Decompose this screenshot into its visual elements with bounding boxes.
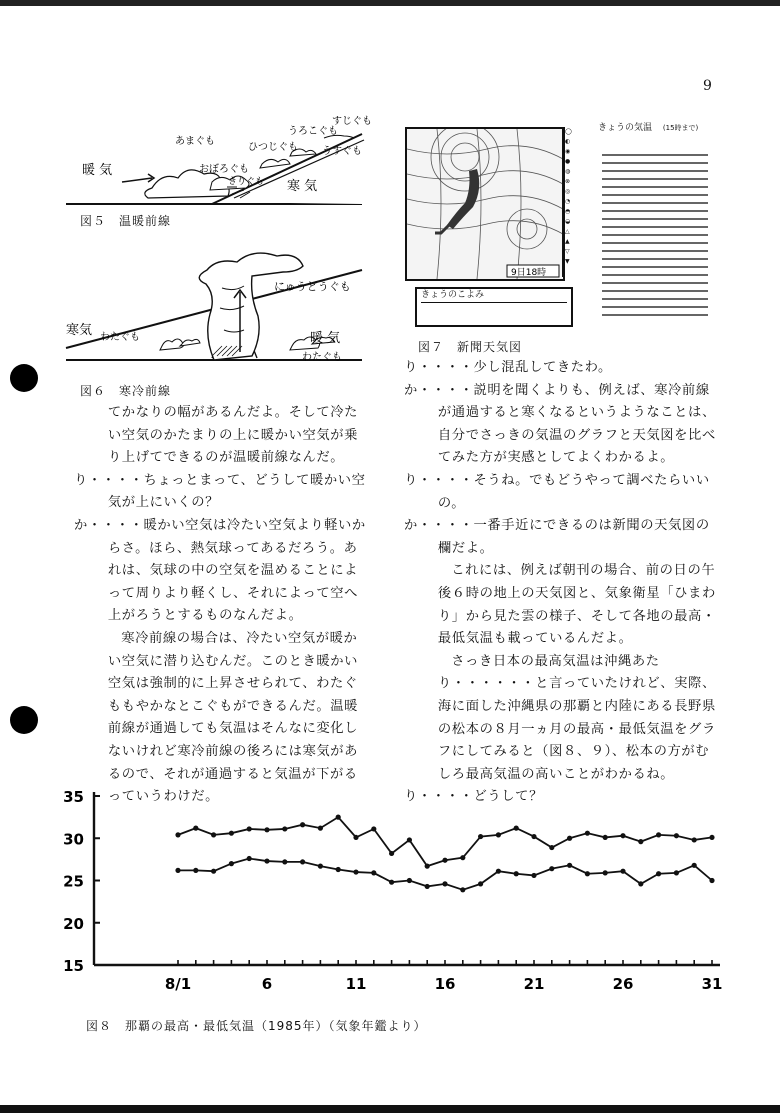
max-temp-point <box>603 835 608 840</box>
bottom-scan-edge <box>0 1105 780 1113</box>
map-time-label: 9日18時 <box>511 268 547 278</box>
x-tick-label: 6 <box>261 975 273 993</box>
left-paragraph-2: り・・・・ちょっとまって、どうして暖かい空気が上にいくの？ <box>74 472 366 511</box>
max-temp-point <box>282 826 287 831</box>
min-temp-point <box>674 870 679 875</box>
min-temp-point <box>371 870 376 875</box>
temp-table-note: (15時まで) <box>662 124 699 132</box>
temperature-table <box>598 120 716 325</box>
right-paragraph-4: か・・・・一番手近にできるのは新聞の天気図の欄だよ。 <box>404 518 710 556</box>
max-temp-point <box>336 815 341 820</box>
max-temp-point <box>549 845 554 850</box>
max-temp-point <box>300 822 305 827</box>
min-temp-point <box>353 869 358 874</box>
min-temp-point <box>211 869 216 874</box>
hitsujigumo-label: ひつじぐも <box>248 142 298 153</box>
max-temp-point <box>567 836 572 841</box>
fig6-caption: 図６ 寒冷前線 <box>80 384 172 398</box>
min-temp-point <box>193 868 198 873</box>
legend-symbols: ◯ ◐ ◉ ● ◍ ⊗ ◎ ◔ ◓ ◒ △ ▲ ▽ ▼ <box>562 127 592 277</box>
min-temp-point <box>229 861 234 866</box>
watagumo-left-label: わたぐも <box>100 332 140 343</box>
warm-air-label: 暖 気 <box>82 163 113 178</box>
cold-air-label: 寒 気 <box>287 179 318 194</box>
max-temp-point <box>407 837 412 842</box>
min-temp-point <box>336 867 341 872</box>
max-temp-point <box>460 855 465 860</box>
x-tick-label: 26 <box>612 975 634 993</box>
min-temp-point <box>531 873 536 878</box>
max-temp-point <box>264 827 269 832</box>
max-temp-point <box>175 832 180 837</box>
max-temp-point <box>514 826 519 831</box>
max-temp-point <box>674 833 679 838</box>
min-temp-point <box>389 880 394 885</box>
max-temp-point <box>478 834 483 839</box>
weather-legend <box>562 127 592 277</box>
binder-hole-mark-top <box>10 364 38 392</box>
left-paragraph-4: 寒冷前線の場合は、冷たい空気が暖かい空気に潜り込むんだ。このとき暖かい空気は強制的に上昇させられて、わたぐももやかなとこぐもができるんだ。温暖前線が通過しても気温はそんなに変化しないけれど寒冷前線の後ろには寒気があるので、それが通過すると気温が下がるっていうわけだ。 <box>107 630 359 805</box>
min-temp-point <box>282 859 287 864</box>
almanac-box <box>415 287 573 327</box>
max-temp-point <box>531 834 536 839</box>
max-temp-point <box>638 839 643 844</box>
right-paragraph-7: り・・・・どうして？ <box>404 789 543 805</box>
weather-map <box>405 127 565 281</box>
max-temp-point <box>211 832 216 837</box>
min-temp-point <box>478 881 483 886</box>
min-temp-point <box>175 868 180 873</box>
cold-front-diagram <box>62 248 382 368</box>
amagumo-label: あまぐも <box>175 136 215 147</box>
right-paragraph-3: り・・・・そうね。でもどうやって調べたらいいの。 <box>404 472 710 511</box>
min-temp-point <box>656 871 661 876</box>
min-temp-point <box>692 863 697 868</box>
fig8-caption: 図８ 那覇の最高・最低気温（1985年）（気象年鑑より） <box>86 1019 427 1033</box>
min-temp-point <box>549 866 554 871</box>
min-temp-point <box>460 887 465 892</box>
right-paragraph-6: さっき日本の最高気温は沖縄あたり・・・・・・と言っていたけれど、実際、海に面した沖縄県の那覇と内陸にある長野県の松本の８月一ヵ月の最高・最低気温をグラフにしてみると（図８、９）、松本の方がむしろ最高気温の高いことがわかるね。 <box>437 653 716 782</box>
min-temp-point <box>514 871 519 876</box>
min-temp-point <box>567 863 572 868</box>
min-temp-point <box>300 859 305 864</box>
warm-front-diagram <box>62 112 372 212</box>
x-tick-label: 16 <box>434 975 456 993</box>
min-temp-point <box>709 878 714 883</box>
max-temp-point <box>442 858 447 863</box>
max-temp-point <box>389 851 394 856</box>
max-temp-point <box>318 826 323 831</box>
top-scan-edge <box>0 0 780 6</box>
left-paragraph-1: てかなりの幅があるんだよ。そして冷たい空気のかたまりの上に暖かい空気が乗り上げてできるのが温暖前線なんだ。 <box>107 405 359 466</box>
temp-table-rows <box>598 133 716 323</box>
y-tick-label: 25 <box>63 872 84 891</box>
x-tick-label: 8/1 <box>164 975 192 993</box>
right-text-column <box>404 357 722 809</box>
warm-air-label: 暖 気 <box>310 331 341 346</box>
x-tick-label: 31 <box>701 975 723 993</box>
min-temp-point <box>264 858 269 863</box>
naha-temperature-chart <box>40 780 740 1000</box>
page-number: 9 <box>703 78 712 94</box>
min-temp-point <box>425 884 430 889</box>
min-temp-point <box>247 856 252 861</box>
min-temp-point <box>603 870 608 875</box>
nyudogumo-label: にゅうどうぐも <box>274 280 351 293</box>
max-temp-point <box>709 835 714 840</box>
max-temp-point <box>353 835 358 840</box>
min-temp-point <box>585 871 590 876</box>
min-temp-point <box>442 881 447 886</box>
urokogumo-label: うろこぐも <box>288 126 338 137</box>
y-tick-label: 15 <box>63 957 84 975</box>
max-temp-point <box>585 831 590 836</box>
right-paragraph-5: これには、例えば朝刊の場合、前の日の午後６時の地上の天気図と、気象衛星「ひまわり」から見た雲の様子、そして各地の最高・最低気温も載っているんだよ。 <box>437 563 716 647</box>
cold-air-label: 寒気 <box>66 323 93 338</box>
max-temp-point <box>656 832 661 837</box>
max-temp-point <box>692 837 697 842</box>
max-temp-point <box>620 833 625 838</box>
x-tick-label: 11 <box>345 975 367 993</box>
usugumo-label: うすぐも <box>322 146 362 157</box>
sujigumo-label: すじぐも <box>332 116 372 127</box>
binder-hole-mark-bottom <box>10 706 38 734</box>
y-tick-label: 35 <box>63 788 84 806</box>
max-temp-point <box>229 831 234 836</box>
right-paragraph-2: か・・・・説明を聞くよりも、例えば、寒冷前線が通過すると寒くなるというようなことは、自分でさっきの気温のグラフと天気図を比べてみた方が実感としてよくわかるよ。 <box>404 382 716 466</box>
fig5-caption: 図５ 温暖前線 <box>80 214 172 228</box>
left-paragraph-3: か・・・・暖かい空気は冷たい空気より軽いからさ。ほら、熱気球ってあるだろう。あれは、気球の中の空気を温めることによって周りより軽くし、それによって空へ上がろうとするものなんだよ。 <box>74 517 366 624</box>
min-temp-point <box>407 878 412 883</box>
y-tick-label: 30 <box>63 830 84 849</box>
min-temp-point <box>496 869 501 874</box>
almanac-title: きょうのこよみ <box>421 290 485 300</box>
min-temp-point <box>638 881 643 886</box>
oborogumo-label: おぼろぐも <box>199 164 249 175</box>
weather-map-graphic <box>407 129 563 279</box>
max-temp-point <box>247 826 252 831</box>
min-temp-point <box>620 869 625 874</box>
right-paragraph-1: り・・・・少し混乱してきたわ。 <box>404 360 612 375</box>
kirigumo-label: きりぐも <box>228 177 265 187</box>
watagumo-right-label: わたぐも <box>302 352 342 363</box>
temp-table-header: きょうの気温 <box>598 123 653 133</box>
left-text-column <box>74 402 370 809</box>
fig7-caption: 図７ 新聞天気図 <box>418 340 523 354</box>
max-temp-point <box>193 826 198 831</box>
max-temp-point <box>496 832 501 837</box>
max-temp-point <box>425 864 430 869</box>
min-temp-point <box>318 864 323 869</box>
x-tick-label: 21 <box>523 975 545 993</box>
y-tick-label: 20 <box>63 914 84 933</box>
max-temp-point <box>371 826 376 831</box>
